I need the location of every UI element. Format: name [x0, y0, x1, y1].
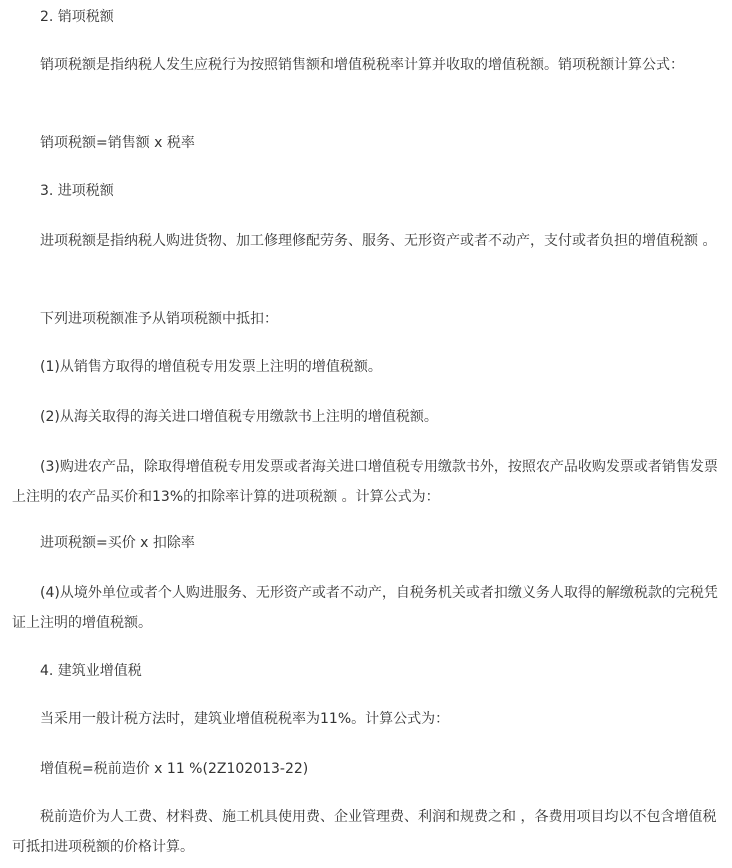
- deductible-intro: 下列进项税额准予从销项税额中抵扣：: [40, 311, 278, 327]
- output-tax-definition: 销项税额是指纳税人发生应税行为按照销售额和增值税税率计算并收取的增值税额。销项税额计算公式：: [40, 57, 684, 73]
- deductible-item-4: (4)从境外单位或者个人购进服务、无形资产或者不动产，自税务机关或者扣缴义务人取得的解缴税款的完税凭证上注明的增值税额。: [12, 585, 718, 631]
- section-heading-input-tax: 3. 进项税额: [40, 183, 114, 199]
- section-heading-construction-vat: 4. 建筑业增值税: [40, 663, 142, 679]
- deductible-item-3: (3)购进农产品，除取得增值税专用发票或者海关进口增值税专用缴款书外，按照农产品收购发票或者销售发票上注明的农产品买价和13%的扣除率计算的进项税额 。计算公式为：: [12, 459, 718, 505]
- deductible-item-2: (2)从海关取得的海关进口增值税专用缴款书上注明的增值税额。: [40, 409, 438, 425]
- construction-vat-formula: 增值税=税前造价 x 11 %(2Z102013-22): [40, 761, 309, 777]
- input-tax-formula: 进项税额=买价 x 扣除率: [40, 535, 195, 551]
- pre-tax-cost-definition: 税前造价为人工费、材料费、施工机具使用费、企业管理费、利润和规费之和 ，各费用项目均以不包含增值税可抵扣进项税额的价格计算。: [12, 809, 717, 855]
- section-heading-output-tax: 2. 销项税额: [40, 9, 114, 25]
- output-tax-formula: 销项税额=销售额 x 税率: [40, 135, 195, 151]
- deductible-item-1: (1)从销售方取得的增值税专用发票上注明的增值税额。: [40, 359, 382, 375]
- input-tax-definition: 进项税额是指纳税人购进货物、加工修理修配劳务、服务、无形资产或者不动产，支付或者负担的增值税额 。: [40, 233, 717, 249]
- construction-vat-rate: 当采用一般计税方法时，建筑业增值税税率为11%。计算公式为：: [40, 711, 450, 727]
